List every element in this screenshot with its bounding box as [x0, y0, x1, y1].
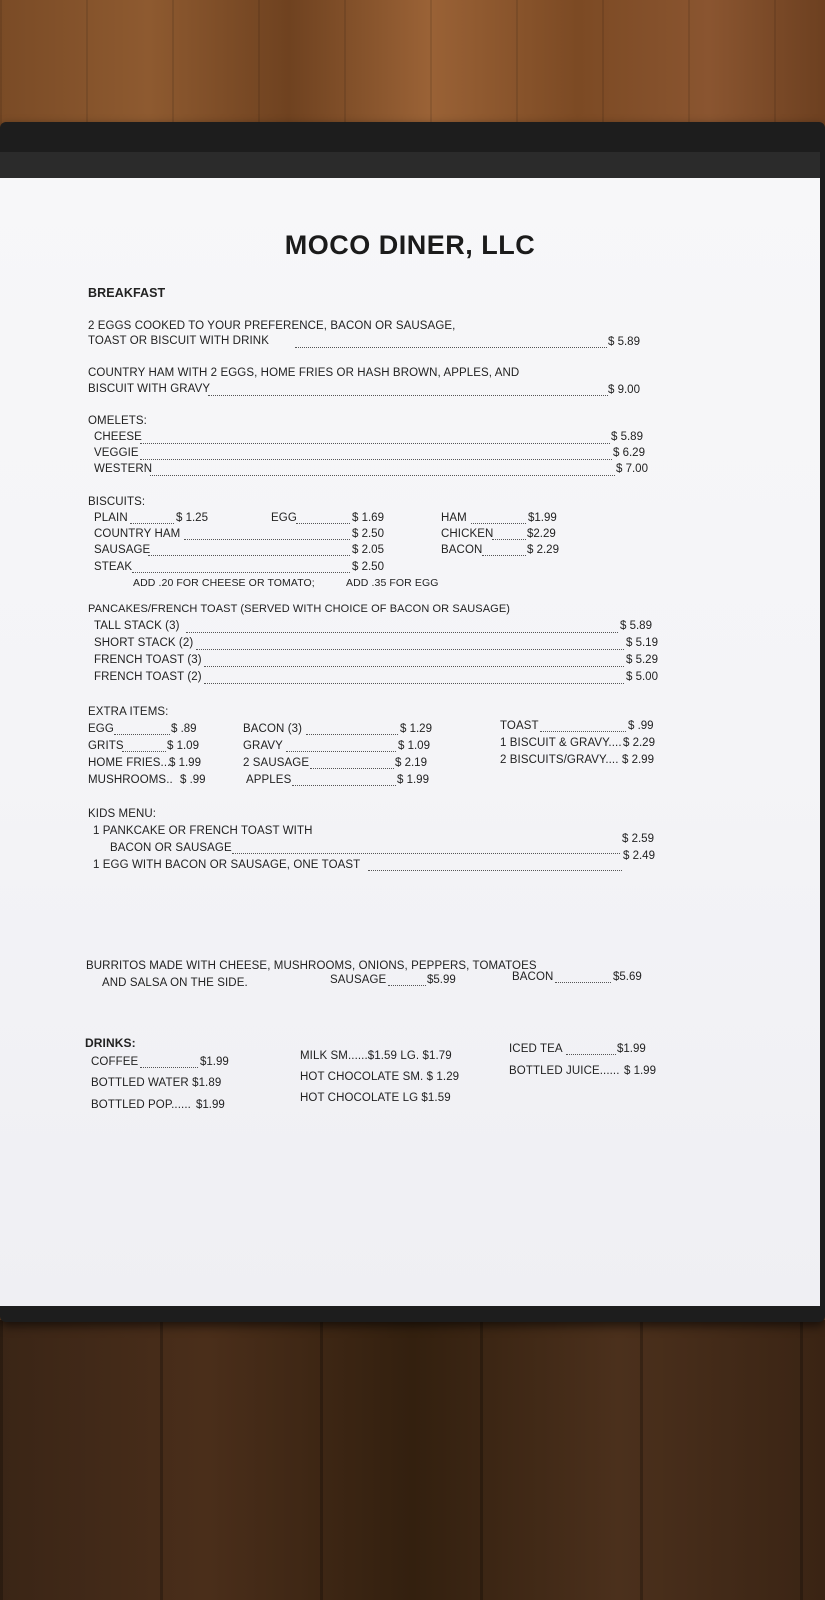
breakfast-item-1-price: $ 5.89 [608, 336, 640, 348]
dot-leader [286, 751, 396, 752]
wood-floor [0, 1320, 825, 1600]
dot-leader [130, 523, 174, 524]
biscuit-price: $ 1.25 [176, 512, 208, 524]
drink-bottled-water: BOTTLED WATER $1.89 [91, 1077, 222, 1089]
extra-name: TOAST [500, 720, 539, 732]
dot-leader [306, 734, 398, 735]
biscuit-price: $ 2.29 [527, 544, 559, 556]
biscuit-name: STEAK [94, 561, 133, 573]
extra-price: $ 1.29 [400, 723, 432, 735]
extra-name: BACON (3) [243, 723, 303, 735]
kids-item-1-line-2: BACON OR SAUSAGE [110, 842, 232, 854]
extra-name: EGG [88, 723, 114, 735]
drink-price: $1.99 [200, 1056, 229, 1068]
pancake-name: FRENCH TOAST (2) [94, 671, 202, 683]
kids-item-1-line-1: 1 PANKCAKE OR FRENCH TOAST WITH [93, 825, 313, 837]
biscuit-note-egg: ADD .35 FOR EGG [346, 577, 439, 589]
drink-hot-chocolate-sm: HOT CHOCOLATE SM. $ 1.29 [300, 1071, 460, 1083]
dot-leader [122, 751, 166, 752]
breakfast-heading: BREAKFAST [88, 286, 166, 300]
dot-leader [482, 555, 526, 556]
extra-price: $ 2.19 [395, 757, 427, 769]
dot-leader [471, 523, 526, 524]
pancake-price: $ 5.00 [626, 671, 658, 683]
breakfast-item-2-line-2: BISCUIT WITH GRAVY [88, 383, 211, 395]
pancake-price: $ 5.89 [620, 620, 652, 632]
drink-price: $1.99 [617, 1043, 646, 1055]
dot-leader [492, 539, 526, 540]
extra-price: $ 1.99 [169, 757, 201, 769]
biscuit-price: $ 2.50 [352, 528, 384, 540]
menu-page [0, 178, 820, 1306]
pancake-price: $ 5.19 [626, 637, 658, 649]
dot-leader [132, 572, 350, 573]
dot-leader [295, 347, 607, 348]
biscuit-name: PLAIN [94, 512, 128, 524]
omelet-price: $ 7.00 [616, 463, 648, 475]
omelet-price: $ 5.89 [611, 431, 643, 443]
burrito-price: $5.69 [613, 971, 642, 983]
biscuit-name: SAUSAGE [94, 544, 151, 556]
extra-price: $ 1.09 [167, 740, 199, 752]
dot-leader [292, 785, 396, 786]
kids-heading: KIDS MENU: [88, 808, 157, 820]
breakfast-item-1-line-1: 2 EGGS COOKED TO YOUR PREFERENCE, BACON OR SAUSAGE, [88, 320, 456, 332]
extra-name: HOME FRIES... [88, 757, 171, 769]
biscuit-price: $ 1.69 [352, 512, 384, 524]
pancakes-heading: PANCAKES/FRENCH TOAST (SERVED WITH CHOICE OF BACON OR SAUSAGE) [88, 603, 511, 615]
biscuit-name: BACON [441, 544, 483, 556]
omelet-price: $ 6.29 [613, 447, 645, 459]
extra-name: MUSHROOMS.. [88, 774, 173, 786]
breakfast-item-1-line-2: TOAST OR BISCUIT WITH DRINK [88, 335, 269, 347]
omelets-heading: OMELETS: [88, 415, 147, 427]
dot-leader [140, 443, 610, 444]
drink-name: BOTTLED JUICE...... [509, 1065, 620, 1077]
extra-name: APPLES [246, 774, 292, 786]
omelet-name: VEGGIE [94, 447, 139, 459]
drinks-heading: DRINKS: [85, 1036, 136, 1050]
biscuit-price: $ 2.50 [352, 561, 384, 573]
dot-leader [186, 632, 618, 633]
kids-item-2-price: $ 2.49 [623, 850, 655, 862]
omelet-name: CHEESE [94, 431, 142, 443]
biscuit-price: $ 2.05 [352, 544, 384, 556]
dot-leader [232, 853, 620, 854]
extra-price: $ .89 [171, 723, 197, 735]
pancake-name: SHORT STACK (2) [94, 637, 194, 649]
kids-item-2: 1 EGG WITH BACON OR SAUSAGE, ONE TOAST [93, 859, 361, 871]
drink-price: $ 1.99 [624, 1065, 656, 1077]
extra-name: 2 SAUSAGE [243, 757, 310, 769]
dot-leader [296, 523, 350, 524]
biscuit-name: COUNTRY HAM [94, 528, 181, 540]
extra-price: $ 1.99 [397, 774, 429, 786]
dot-leader [555, 982, 611, 983]
extra-name: GRITS [88, 740, 124, 752]
breakfast-item-2-price: $ 9.00 [608, 384, 640, 396]
dot-leader [140, 459, 612, 460]
dot-leader [140, 1067, 198, 1068]
drink-name: COFFEE [91, 1056, 139, 1068]
biscuit-price: $2.29 [527, 528, 556, 540]
extra-price: $ 2.29 [623, 737, 655, 749]
extra-price: $ 1.09 [398, 740, 430, 752]
biscuits-heading: BISCUITS: [88, 496, 146, 508]
menu-title: MOCO DINER, LLC [284, 230, 536, 260]
burrito-name: SAUSAGE [330, 974, 387, 986]
drink-hot-chocolate-lg: HOT CHOCOLATE LG $1.59 [300, 1092, 451, 1104]
breakfast-item-2-line-1: COUNTRY HAM WITH 2 EGGS, HOME FRIES OR HASH BROWN, APPLES, AND [88, 367, 520, 379]
drink-milk: MILK SM......$1.59 LG. $1.79 [300, 1050, 452, 1062]
biscuit-note-cheese: ADD .20 FOR CHEESE OR TOMATO; [133, 577, 315, 589]
burrito-price: $5.99 [427, 974, 456, 986]
dot-leader [114, 734, 170, 735]
dot-leader [540, 731, 626, 732]
dot-leader [184, 539, 350, 540]
dot-leader [148, 555, 350, 556]
drink-name: BOTTLED POP...... [91, 1099, 191, 1111]
dot-leader [566, 1054, 616, 1055]
kids-item-1-price: $ 2.59 [622, 833, 654, 845]
pancake-name: TALL STACK (3) [94, 620, 180, 632]
drink-name: ICED TEA [509, 1043, 563, 1055]
omelet-name: WESTERN [94, 463, 153, 475]
dot-leader [388, 985, 426, 986]
dot-leader [150, 475, 615, 476]
burritos-line-2: AND SALSA ON THE SIDE. [102, 977, 248, 989]
extras-heading: EXTRA ITEMS: [88, 706, 169, 718]
biscuit-price: $1.99 [528, 512, 557, 524]
extra-name: 1 BISCUIT & GRAVY.... [500, 737, 622, 749]
dot-leader [208, 395, 608, 396]
pancake-name: FRENCH TOAST (3) [94, 654, 202, 666]
extra-price: $ .99 [628, 720, 654, 732]
biscuit-name: CHICKEN [441, 528, 494, 540]
biscuit-name: HAM [441, 512, 467, 524]
burritos-line-1: BURRITOS MADE WITH CHEESE, MUSHROOMS, ONIONS, PEPPERS, TOMATOES [86, 960, 537, 972]
extra-name: 2 BISCUITS/GRAVY.... [500, 754, 619, 766]
dot-leader [204, 683, 624, 684]
extra-price: $ .99 [180, 774, 206, 786]
dot-leader [310, 768, 394, 769]
burrito-name: BACON [512, 971, 554, 983]
biscuit-name: EGG [271, 512, 297, 524]
dot-leader [368, 870, 622, 871]
dot-leader [196, 649, 624, 650]
extra-price: $ 2.99 [622, 754, 654, 766]
dot-leader [204, 666, 624, 667]
extra-name: GRAVY [243, 740, 283, 752]
pancake-price: $ 5.29 [626, 654, 658, 666]
drink-price: $1.99 [196, 1099, 225, 1111]
